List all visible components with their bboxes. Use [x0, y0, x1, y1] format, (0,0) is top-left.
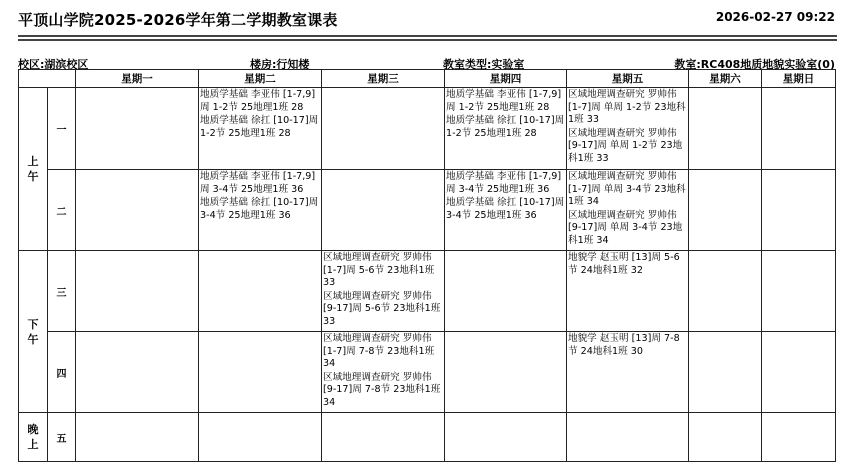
day-header-thu: 星期四	[445, 70, 567, 88]
campus-label: 校区:	[18, 58, 45, 71]
cell-sun-4	[762, 332, 836, 413]
print-datetime: 2026-02-27 09:22	[715, 10, 835, 24]
course-entry: 区域地理调查研究 罗帅伟 [9-17]周 单周 1-2节 23地科1班 33	[568, 127, 683, 164]
room-value: RC408地质地貌实验室(0)	[700, 58, 835, 71]
course-entry: 区域地理调查研究 罗帅伟 [9-17]周 7-8节 23地科1班 34	[323, 371, 441, 408]
slot-5: 五	[48, 413, 76, 462]
day-header-tue: 星期二	[199, 70, 322, 88]
course-entry: 地貌学 赵玉明 [13]周 5-6节 24地科1班 32	[568, 252, 680, 276]
cell-sat-1	[689, 88, 762, 170]
course-entry: 地貌学 赵玉明 [13]周 7-8节 24地科1班 30	[568, 333, 680, 357]
slot-2: 二	[48, 170, 76, 251]
course-entry: 区域地理调查研究 罗帅伟 [1-7]周 单周 1-2节 23地科1班 33	[568, 89, 686, 126]
course-entry: 地质学基础 徐扛 [10-17]周 1-2节 25地理1班 28	[446, 115, 565, 139]
cell-sun-1	[762, 88, 836, 170]
day-header-fri: 星期五	[567, 70, 689, 88]
cell-sat-5	[689, 413, 762, 462]
cell-tue-5	[199, 413, 322, 462]
page-title: 平顶山学院2025-2026学年第二学期教室课表	[18, 11, 338, 29]
table-row	[19, 170, 836, 251]
course-entry: 地质学基础 李亚伟 [1-7,9]周 1-2节 25地理1班 28	[446, 89, 562, 113]
cell-tue-4	[199, 332, 322, 413]
day-header-sun: 星期日	[762, 70, 836, 88]
cell-wed-2	[322, 170, 445, 251]
cell-tue-2	[199, 170, 322, 251]
cell-mon-2	[76, 170, 199, 251]
course-entry: 区域地理调查研究 罗帅伟 [9-17]周 5-6节 23地科1班 33	[323, 290, 441, 327]
slot-4: 四	[48, 332, 76, 413]
course-entry: 地质学基础 李亚伟 [1-7,9]周 3-4节 25地理1班 36	[446, 171, 562, 195]
slot-1: 一	[48, 88, 76, 170]
cell-fri-2	[567, 170, 689, 251]
cell-thu-5	[445, 413, 567, 462]
cell-mon-3	[76, 251, 199, 332]
day-header-wed: 星期三	[322, 70, 445, 88]
cell-sat-4	[689, 332, 762, 413]
course-entry: 地质学基础 徐扛 [10-17]周 1-2节 25地理1班 28	[200, 115, 319, 139]
cell-wed-3	[322, 251, 445, 332]
cell-fri-5	[567, 413, 689, 462]
course-entry: 区域地理调查研究 罗帅伟 [1-7]周 5-6节 23地科1班 33	[323, 252, 435, 289]
day-header-mon: 星期一	[76, 70, 199, 88]
cell-wed-1	[322, 88, 445, 170]
cell-mon-4	[76, 332, 199, 413]
cell-sun-5	[762, 413, 836, 462]
schedule-table	[18, 69, 836, 462]
table-row	[19, 251, 836, 332]
cell-thu-4	[445, 332, 567, 413]
day-header-sat: 星期六	[689, 70, 762, 88]
course-entry: 区域地理调查研究 罗帅伟 [9-17]周 单周 3-4节 23地科1班 34	[568, 209, 683, 246]
period-afternoon: 下午	[19, 251, 48, 413]
corner-cell	[19, 70, 76, 88]
day-header-row	[19, 70, 836, 88]
table-row	[19, 88, 836, 170]
table-row	[19, 332, 836, 413]
course-entry: 地质学基础 徐扛 [10-17]周 3-4节 25地理1班 36	[446, 197, 565, 221]
cell-fri-1	[567, 88, 689, 170]
title-rule-bottom	[18, 39, 837, 41]
cell-sat-3	[689, 251, 762, 332]
campus-value: 湖滨校区	[44, 58, 89, 71]
period-evening: 晚上	[19, 413, 48, 462]
period-morning: 上午	[19, 88, 48, 251]
cell-fri-3	[567, 251, 689, 332]
course-entry: 地质学基础 李亚伟 [1-7,9]周 1-2节 25地理1班 28	[200, 89, 316, 113]
cell-sun-3	[762, 251, 836, 332]
cell-thu-3	[445, 251, 567, 332]
cell-sat-2	[689, 170, 762, 251]
course-entry: 地质学基础 徐扛 [10-17]周 3-4节 25地理1班 36	[200, 197, 319, 221]
cell-fri-4	[567, 332, 689, 413]
slot-3: 三	[48, 251, 76, 332]
cell-tue-3	[199, 251, 322, 332]
cell-wed-5	[322, 413, 445, 462]
course-entry: 地质学基础 李亚伟 [1-7,9]周 3-4节 25地理1班 36	[200, 171, 316, 195]
course-entry: 区域地理调查研究 罗帅伟 [1-7]周 单周 3-4节 23地科1班 34	[568, 171, 686, 208]
cell-wed-4	[322, 332, 445, 413]
room-type-value: 实验室	[491, 58, 525, 71]
course-entry: 区域地理调查研究 罗帅伟 [1-7]周 7-8节 23地科1班 34	[323, 333, 435, 370]
cell-tue-1	[199, 88, 322, 170]
building-value: 行知楼	[276, 58, 310, 71]
cell-thu-2	[445, 170, 567, 251]
cell-mon-5	[76, 413, 199, 462]
cell-thu-1	[445, 88, 567, 170]
cell-sun-2	[762, 170, 836, 251]
cell-mon-1	[76, 88, 199, 170]
room-type-label: 教室类型:	[443, 58, 492, 71]
table-row	[19, 413, 836, 462]
title-rule-top	[18, 35, 837, 37]
room-label: 教室:	[674, 58, 701, 71]
building-label: 楼房:	[250, 58, 277, 71]
